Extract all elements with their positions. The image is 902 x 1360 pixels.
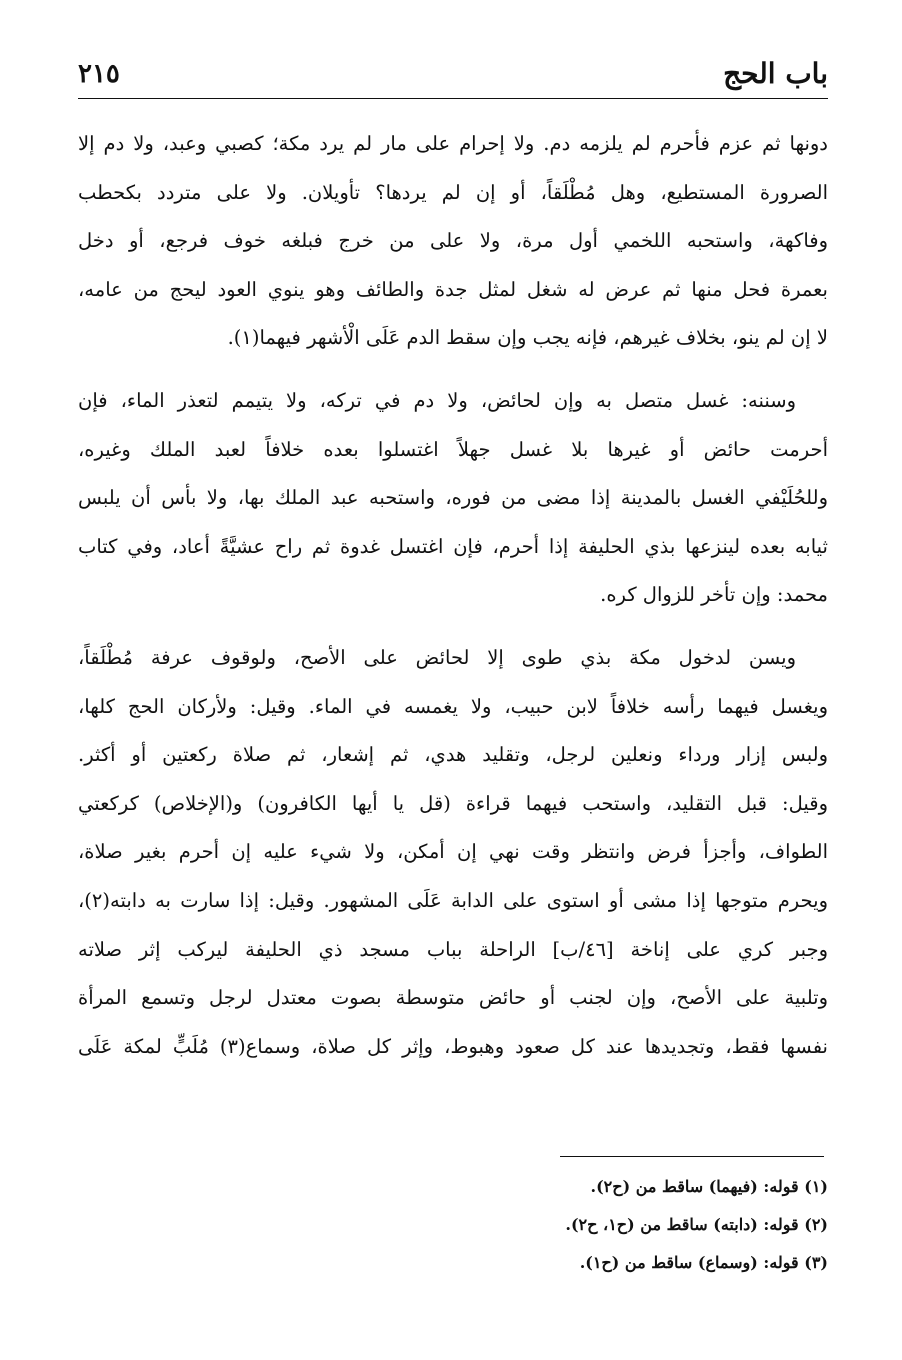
text-line: محمد: وإن تأخر للزوال كره.	[600, 583, 828, 607]
text-line: ويغسل فيهما رأسه خلافاً لابن حبيب، ولا يغمسه في الماء. وقيل: ولأركان الحج كلها،	[78, 694, 828, 718]
page-header	[78, 52, 828, 99]
text-line: وفاكهة، واستحبه اللخمي أول مرة، ولا على من خرج فبلغه خوف فرجع، أو دخل	[78, 229, 828, 253]
text-line: وقيل: قبل التقليد، واستحب فيهما قراءة (قل يا أيها الكافرون) و(الإخلاص) كركعتي	[78, 791, 828, 815]
text-line: لا إن لم ينو، بخلاف غيرهم، فإنه يجب وإن سقط الدم عَلَى الْأشهر فيهما(١).	[227, 326, 828, 350]
footnote-2: (٢) قوله: (دابته) ساقط من (ح١، ح٢).	[565, 1215, 828, 1234]
main-text	[78, 120, 828, 1071]
text-line: وجبر كري على إناخة [٤٦/ب] الراحلة بباب مسجد ذي الحليفة ليركب إثر صلاته	[78, 937, 828, 961]
text-line: بعمرة فحل منها ثم عرض له شغل لمثل جدة والطائف وهو ينوي العود ليحج من عامه،	[78, 277, 828, 301]
footnote-3: (٣) قوله: (وسماع) ساقط من (ح١).	[579, 1253, 828, 1272]
text-line: الطواف، وأجزأ فرض وانتظر وقت نهي إن أمكن، ولا شيء عليه إن أحرم بغير صلاة،	[78, 840, 828, 864]
text-line: ولبس إزار ورداء ونعلين لرجل، وتقليد هدي، ثم إشعار، ثم صلاة ركعتين أو أكثر.	[78, 743, 828, 767]
text-line: وللحُلَيْفي الغسل بالمدينة إذا مضى من فوره، واستحبه عبد الملك بها، ولا بأس أن يلبس	[78, 486, 828, 510]
text-line: الصرورة المستطيع، وهل مُطْلَقاً، أو إن لم يردها؟ تأويلان. ولا على متردد بكحطب	[78, 180, 828, 204]
paragraph-1	[78, 120, 828, 363]
text-line: ويحرم متوجها إذا مشى أو استوى على الدابة عَلَى المشهور. وقيل: إذا سارت به دابته(٢)،	[78, 888, 828, 912]
footnotes	[78, 1168, 828, 1282]
footnote-divider	[560, 1156, 824, 1157]
page-number: ٢١٥	[78, 59, 120, 89]
text-line: دونها ثم عزم فأحرم لم يلزمه دم. ولا إحرام على مار لم يرد مكة؛ كصبي وعبد، ولا دم إلا	[78, 132, 828, 155]
text-line: أحرمت حائض أو غيرها بلا غسل جهلاً اغتسلوا بعده خلافاً لعبد الملك وغيره،	[78, 437, 828, 461]
paragraph-3	[78, 634, 828, 1071]
running-title: باب الحج	[723, 57, 828, 90]
footnote-1: (١) قوله: (فيهما) ساقط من (ح٢).	[590, 1177, 828, 1196]
text-line: ثيابه بعده لينزعها بذي الحليفة إذا أحرم، فإن اغتسل غدوة ثم راح عشيَّةً أعاد، وفي كتاب	[78, 534, 828, 558]
text-line: ويسن لدخول مكة بذي طوى إلا لحائض على الأصح، ولوقوف عرفة مُطْلَقاً،	[78, 645, 796, 669]
text-line: وتلبية على الأصح، وإن لجنب أو حائض متوسطة بصوت معتدل لرجل وتسمع المرأة	[78, 986, 828, 1010]
text-line: وسننه: غسل متصل به وإن لحائض، ولا دم في تركه، ولا يتيمم لتعذر الماء، فإن	[78, 388, 796, 412]
text-line: نفسها فقط، وتجديدها عند كل صعود وهبوط، وإثر كل صلاة، وسماع(٣) مُلَبٍّ لمكة عَلَى	[78, 1034, 828, 1058]
paragraph-2	[78, 377, 828, 620]
